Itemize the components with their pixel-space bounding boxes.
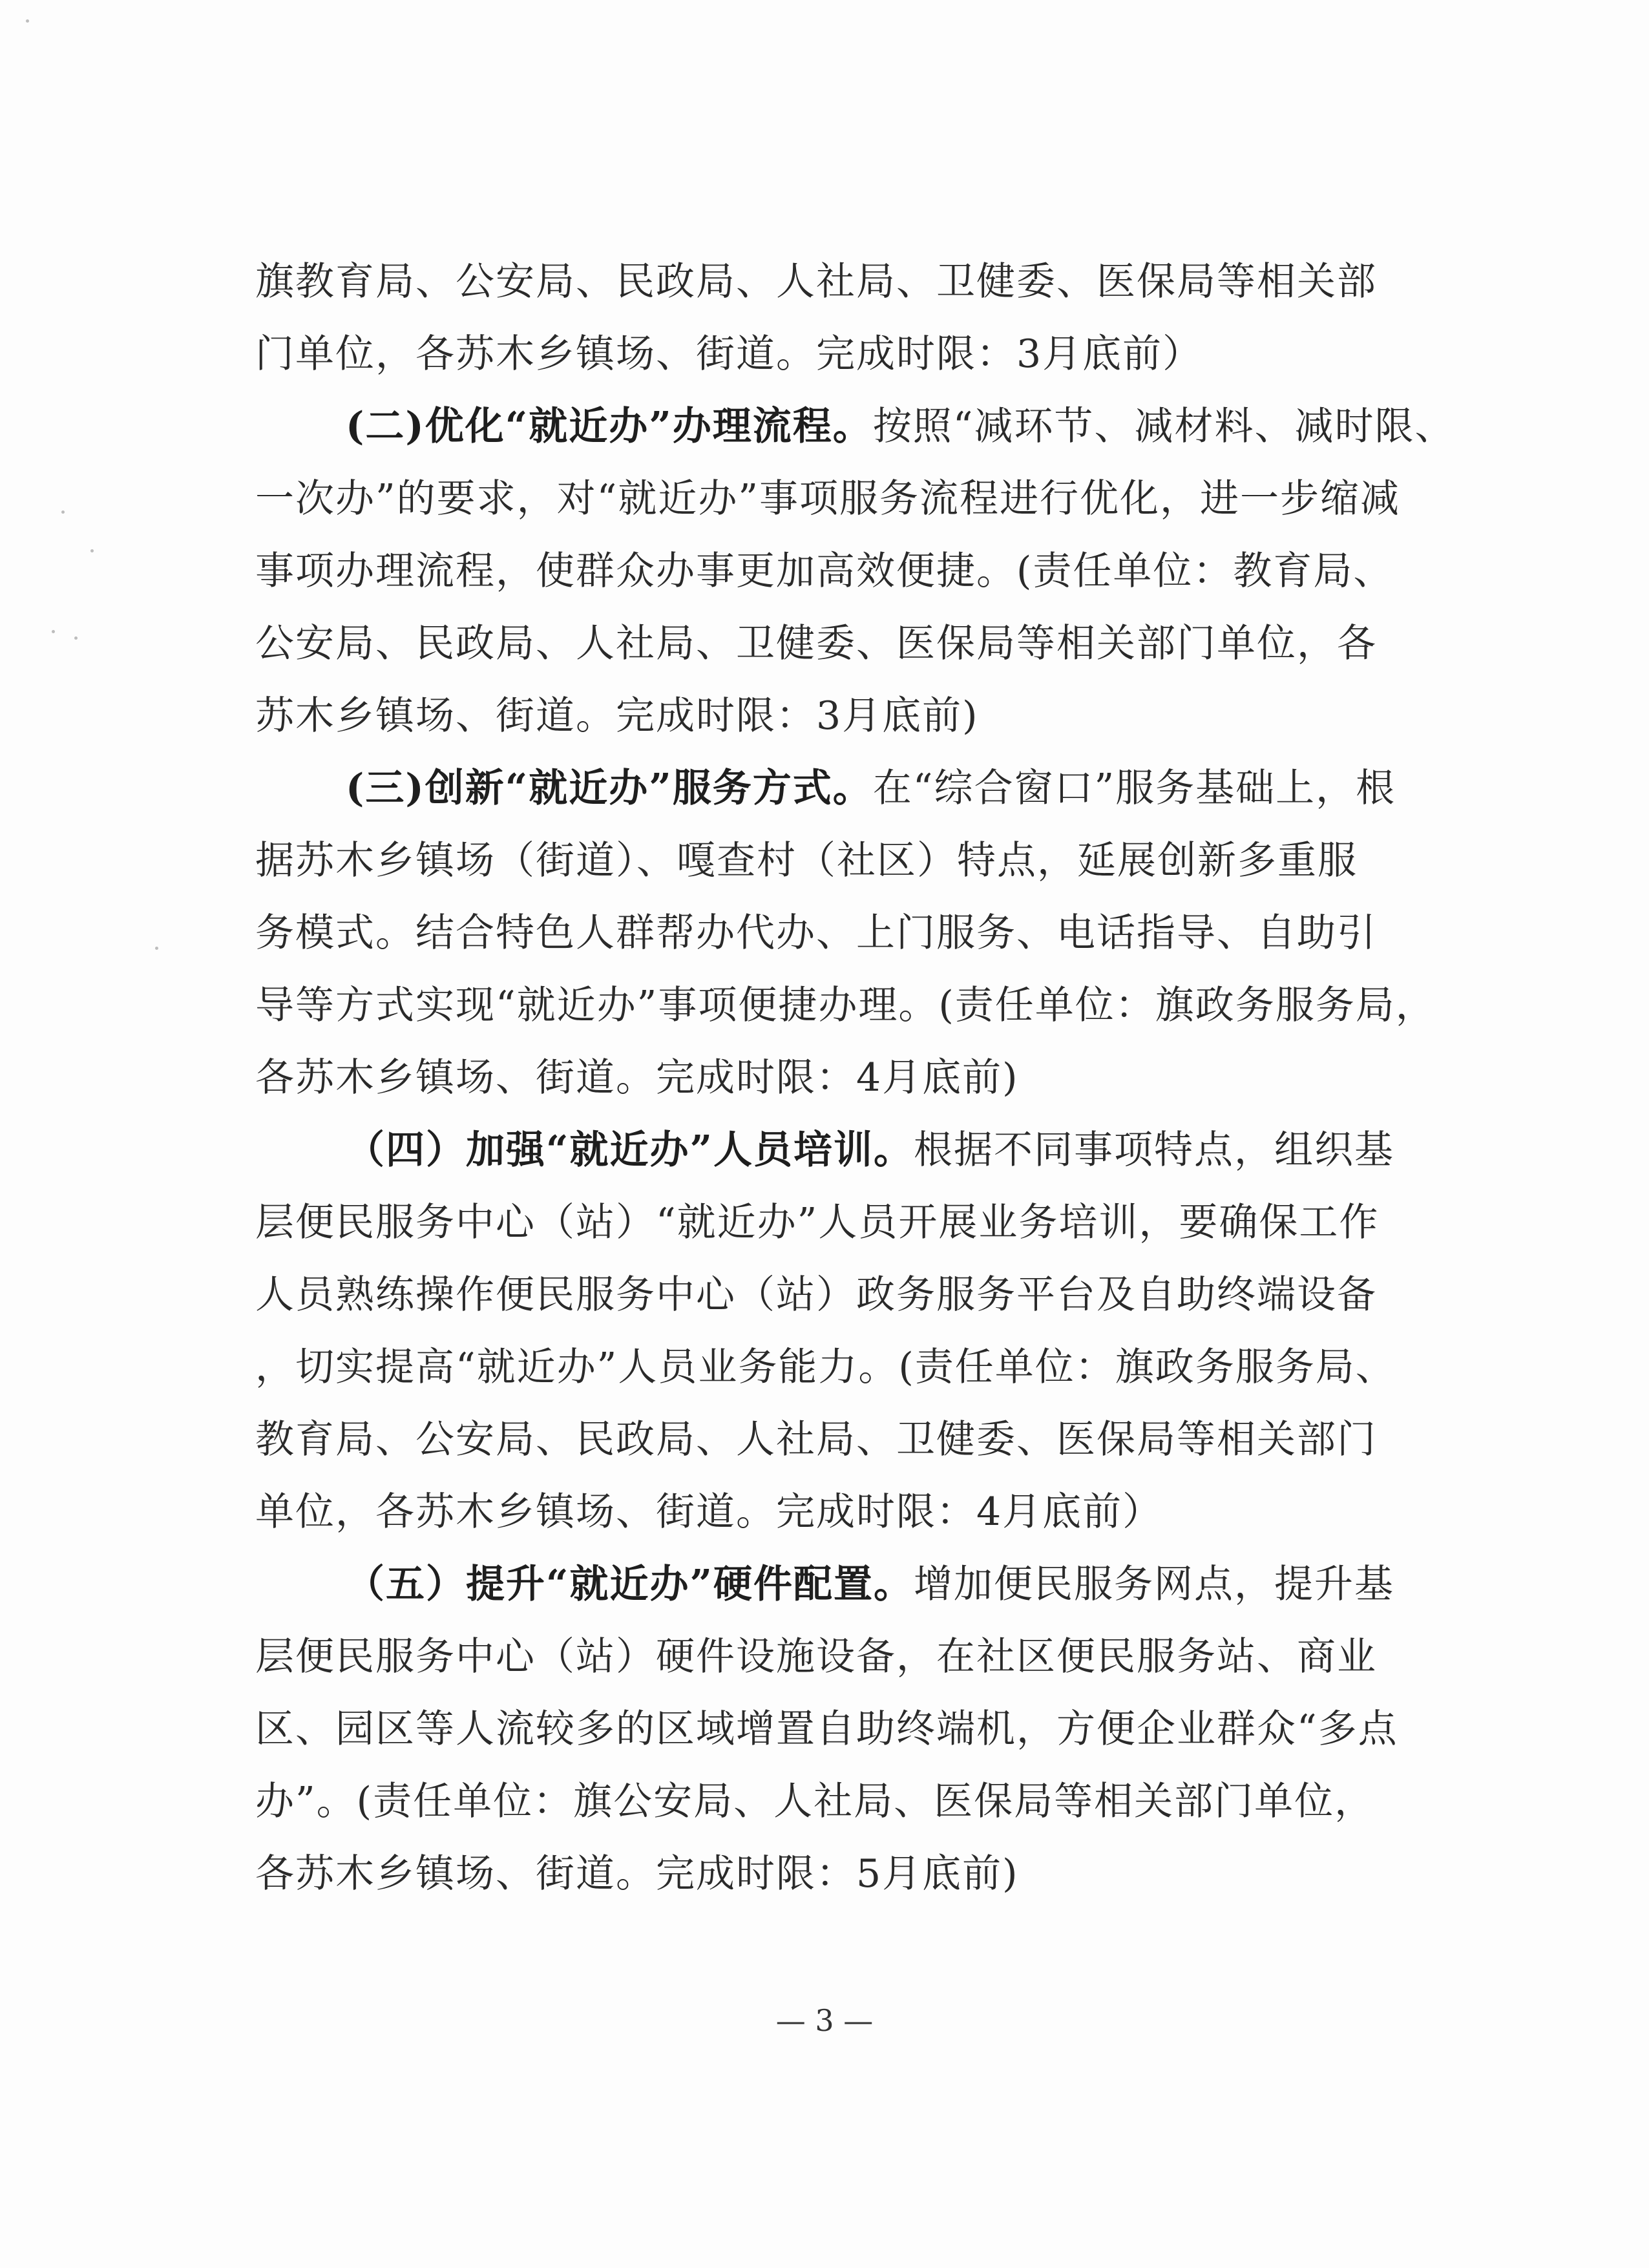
body-line — [255, 969, 1436, 1042]
line-text: 事项办理流程，使群众办事更加高效便捷。(责任单位：教育局、 — [255, 549, 1394, 594]
line-text: 各苏木乡镇场、街道。完成时限：5月底前) — [255, 1851, 1019, 1896]
scan-speck — [90, 549, 94, 552]
line-text: 务模式。结合特色人群帮办代办、上门服务、电话指导、自助引 — [255, 910, 1377, 956]
body-line — [255, 1693, 1405, 1765]
scan-speck — [155, 947, 158, 950]
section-heading-line — [255, 1114, 1405, 1186]
body-line — [255, 1042, 1405, 1114]
body-line — [255, 1259, 1405, 1331]
line-text: 层便民服务中心（站）硬件设施设备，在社区便民服务站、商业 — [255, 1634, 1377, 1679]
section-heading: （五）提升“就近办”硬件配置。 — [346, 1562, 914, 1607]
line-text: 区、园区等人流较多的区域增置自助终端机，方便企业群众“多点 — [255, 1706, 1398, 1752]
line-text: 在“综合窗口”服务基础上，根 — [872, 766, 1396, 811]
line-text: 增加便民服务网点，提升基 — [914, 1562, 1395, 1607]
line-text: 公安局、民政局、人社局、卫健委、医保局等相关部门单位，各 — [255, 621, 1377, 666]
line-text: 门单位，各苏木乡镇场、街道。完成时限：3月底前） — [255, 331, 1203, 377]
section-heading: （四）加强“就近办”人员培训。 — [346, 1128, 914, 1173]
scan-speck — [52, 630, 55, 633]
body-line — [255, 1838, 1405, 1910]
body-line — [255, 1765, 1405, 1838]
section-heading-line — [255, 752, 1405, 824]
section-heading: (三)创新“就近办”服务方式。 — [346, 766, 873, 811]
line-text: 层便民服务中心（站）“就近办”人员开展业务培训，要确保工作 — [255, 1200, 1380, 1245]
document-body — [255, 246, 1455, 1910]
body-line — [255, 318, 1405, 390]
body-line — [255, 607, 1405, 680]
line-text: ，切实提高“就近办”人员业务能力。(责任单位：旗政务服务局、 — [255, 1345, 1396, 1390]
body-line — [255, 463, 1405, 535]
line-text: 苏木乡镇场、街道。完成时限：3月底前) — [255, 693, 979, 739]
line-text: 人员熟练操作便民服务中心（站）政务服务平台及自助终端设备 — [255, 1272, 1377, 1318]
scan-speck — [26, 19, 29, 23]
body-line — [255, 824, 1405, 897]
line-text: 一次办”的要求，对“就近办”事项服务流程进行优化，进一步缩减 — [255, 476, 1401, 521]
line-text: 教育局、公安局、民政局、人社局、卫健委、医保局等相关部门 — [255, 1417, 1377, 1462]
body-line — [255, 1186, 1405, 1259]
line-text: 据苏木乡镇场（街道）、嘎查村（社区）特点，延展创新多重服 — [255, 838, 1358, 883]
line-text: 按照“减环节、减材料、减时限、 — [872, 404, 1455, 449]
body-line — [255, 246, 1405, 318]
body-line — [255, 897, 1405, 969]
scan-speck — [74, 636, 78, 640]
body-line — [255, 1621, 1405, 1693]
body-line — [255, 1403, 1405, 1476]
line-text: 旗教育局、公安局、民政局、人社局、卫健委、医保局等相关部 — [255, 259, 1377, 304]
section-heading-line — [255, 390, 1455, 463]
body-line — [255, 680, 1405, 752]
line-text: 单位，各苏木乡镇场、街道。完成时限：4月底前） — [255, 1489, 1163, 1535]
section-heading: (二)优化“就近办”办理流程。 — [346, 404, 873, 449]
line-text: 各苏木乡镇场、街道。完成时限：4月底前) — [255, 1055, 1019, 1100]
page-number: — 3 — — [775, 2003, 874, 2038]
line-text: 根据不同事项特点，组织基 — [914, 1128, 1395, 1173]
line-text: 导等方式实现“就近办”事项便捷办理。(责任单位：旗政务服务局， — [255, 983, 1436, 1028]
body-line — [255, 1476, 1405, 1548]
section-heading-line — [255, 1548, 1405, 1621]
body-line — [255, 535, 1405, 607]
scan-speck — [61, 510, 65, 514]
line-text: 办”。(责任单位：旗公安局、人社局、医保局等相关部门单位， — [255, 1779, 1375, 1824]
body-line — [255, 1331, 1405, 1403]
